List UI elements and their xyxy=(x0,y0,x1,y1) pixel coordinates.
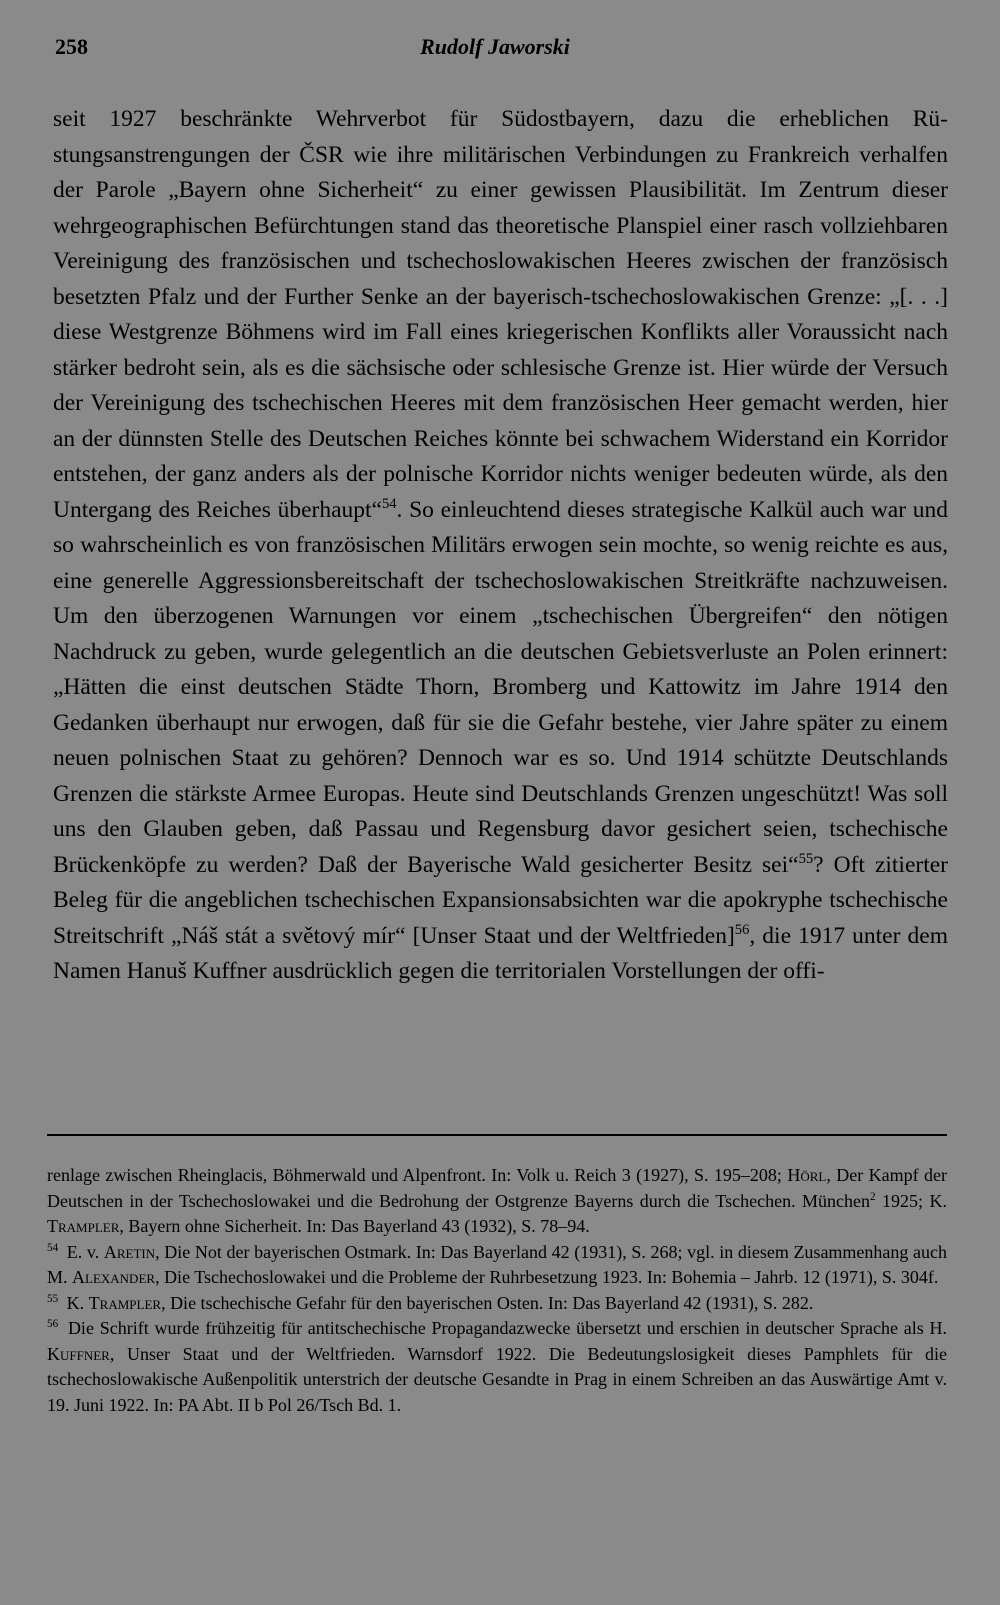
footnote-text: , Die Not der bayerischen Ostmark. In: Das Bayerland 42 (1931), S. 268; vgl. in diesem Zusammenhang auch M. xyxy=(47,1241,948,1287)
footnote-number: 55 xyxy=(47,1292,59,1305)
footnote-text: , Der Kampf der Deutschen in der Tschechoslowakei und die Bedrohung der Ostgrenze Bayerns durch die Tschechen. München xyxy=(47,1165,947,1211)
author-name: Trampler xyxy=(88,1292,162,1313)
author-name: Alexander xyxy=(72,1267,156,1287)
footnote-text: , Unser Staat und der Weltfrieden. Warnsdorf 1922. Die Bedeutungslosigkeit dieses Pamphlets für die tschechoslowakische Außenpolitik unterstrich der deutsche Gesandte in Prag in einem Schreiben an das Auswärtige Amt v. 19. Juni 1922. In: PA Abt. II b Pol 26/Tsch Bd. 1. xyxy=(47,1343,947,1415)
footnote-ref-55[interactable]: 55 xyxy=(798,850,814,867)
page-number: 258 xyxy=(55,34,88,59)
body-paragraph xyxy=(53,102,948,990)
footnote-text: E. v. xyxy=(66,1241,104,1262)
footnote-number: 56 xyxy=(47,1318,59,1330)
footnote-separator xyxy=(47,1134,947,1136)
body-text-part: ? Oft zitierter Beleg für die angeblichen tschechischen Expansionsabsichten war die apokryphe tschechische Streitschrift „Náš stát a světový mír“ [Unser Staat und der Weltfrieden] xyxy=(53,851,948,949)
footnote-54 xyxy=(47,1240,947,1291)
page-header xyxy=(55,34,935,70)
footnote-55 xyxy=(47,1291,947,1317)
author-name: Kuffner xyxy=(47,1343,110,1364)
footnote-number: 54 xyxy=(47,1241,59,1254)
footnote-ref-56[interactable]: 56 xyxy=(734,921,750,938)
footnote-text: K. xyxy=(66,1292,89,1313)
footnote-text: renlage zwischen Rheinglacis, Böhmerwald und Alpenfront. In: Volk u. Reich 3 (1927), S. 195–208; xyxy=(47,1165,788,1185)
footnote-text: , Die Tschechoslowakei und die Probleme der Ruhrbesetzung 1923. In: Bohemia – Jahrb. 12 (1971), S. 304f. xyxy=(155,1267,939,1287)
body-text-part: , die 1917 unter dem Namen Hanuš Kuffner ausdrücklich gegen die territorialen Vorstellungen der offi- xyxy=(53,922,948,984)
footnote-text: Die Schrift wurde frühzeitig für antitschechische Propagandazwecke übersetzt und erschien in deutscher Sprache als H. xyxy=(67,1318,948,1338)
footnote-text: , Die tschechische Gefahr für den bayerischen Osten. In: Das Bayerland 42 (1931), S. 282. xyxy=(161,1292,814,1313)
author-name: Hörl xyxy=(787,1165,827,1185)
footnote-text: , Bayern ohne Sicherheit. In: Das Bayerland 43 (1932), S. 78–94. xyxy=(119,1216,590,1236)
author-name: Trampler xyxy=(47,1216,120,1236)
edition-superscript: 2 xyxy=(870,1190,876,1203)
body-text-part: seit 1927 beschränkte Wehrverbot für Südostbayern, dazu die erheblichen Rüstungsanstrengungen der ČSR wie ihre militärischen Verbindungen zu Frankreich verhalfen der Parole „Bayern ohne Sicherheit“ zu einer gewissen Plausibilität. Im Zentrum dieser wehrgeographischen Befürchtungen stand das theoretische Planspiel einer rasch vollziehbaren Vereinigung des französischen und tschechoslowakischen Heeres zwischen der französisch besetzten Pfalz und der Further Senke an der bayerisch-tschechoslowakischen Grenze: „[. . .] diese Westgrenze Böhmens wird im Fall eines kriegerischen Konflikts aller Voraussicht nach stärker bedroht sein, als es die sächsische oder schlesische Grenze ist. Hier würde der Versuch der Vereinigung des tschechischen Heeres mit dem französischen Heer gemacht werden, hier an der dünnsten Stelle des Deutschen Reiches könnte bei schwachem Widerstand ein Korridor entstehen, der ganz anders als der polnische Korridor nichts weniger bedeuten würde, als den Untergang des Reiches überhaupt“ xyxy=(53,106,948,523)
author-name: Aretin xyxy=(103,1241,156,1262)
footnote-text: 1925; K. xyxy=(875,1190,948,1211)
footnote-ref-54[interactable]: 54 xyxy=(381,495,397,512)
body-text-part: . So einleuchtend dieses strategische Kalkül auch war und so wahrscheinlich es von französischen Militärs erwogen sein mochte, so wenig reichte es aus, eine generelle Aggressionsbereitschaft der tschechoslowakischen Streitkräfte nachzuweisen. Um den überzogenen Warnungen vor einem „tschechischen Übergreifen“ den nötigen Nachdruck zu geben, wurde gelegentlich an die deutschen Gebietsverluste an Polen erinnert: „Hätten die einst deutschen Städte Thorn, Bromberg und Kattowitz im Jahre 1914 den Gedanken überhaupt nur erwogen, daß für sie die Gefahr bestehe, vier Jahre später zu einem neuen polnischen Staat zu gehören? Dennoch war es so. Und 1914 schützte Deutschlands Grenzen die stärkste Armee Europas. Heute sind Deutschlands Grenzen ungeschützt! Was soll uns den Glauben geben, daß Passau und Regensburg davor gesichert seien, tschechische Brückenköpfe zu werden? Daß der Bayerische Wald gesicherter Besitz sei“ xyxy=(53,496,949,878)
footnote-56 xyxy=(47,1316,947,1418)
footnote-continuation xyxy=(47,1163,947,1240)
running-head: Rudolf Jaworski xyxy=(420,34,570,59)
footnotes xyxy=(47,1163,947,1418)
